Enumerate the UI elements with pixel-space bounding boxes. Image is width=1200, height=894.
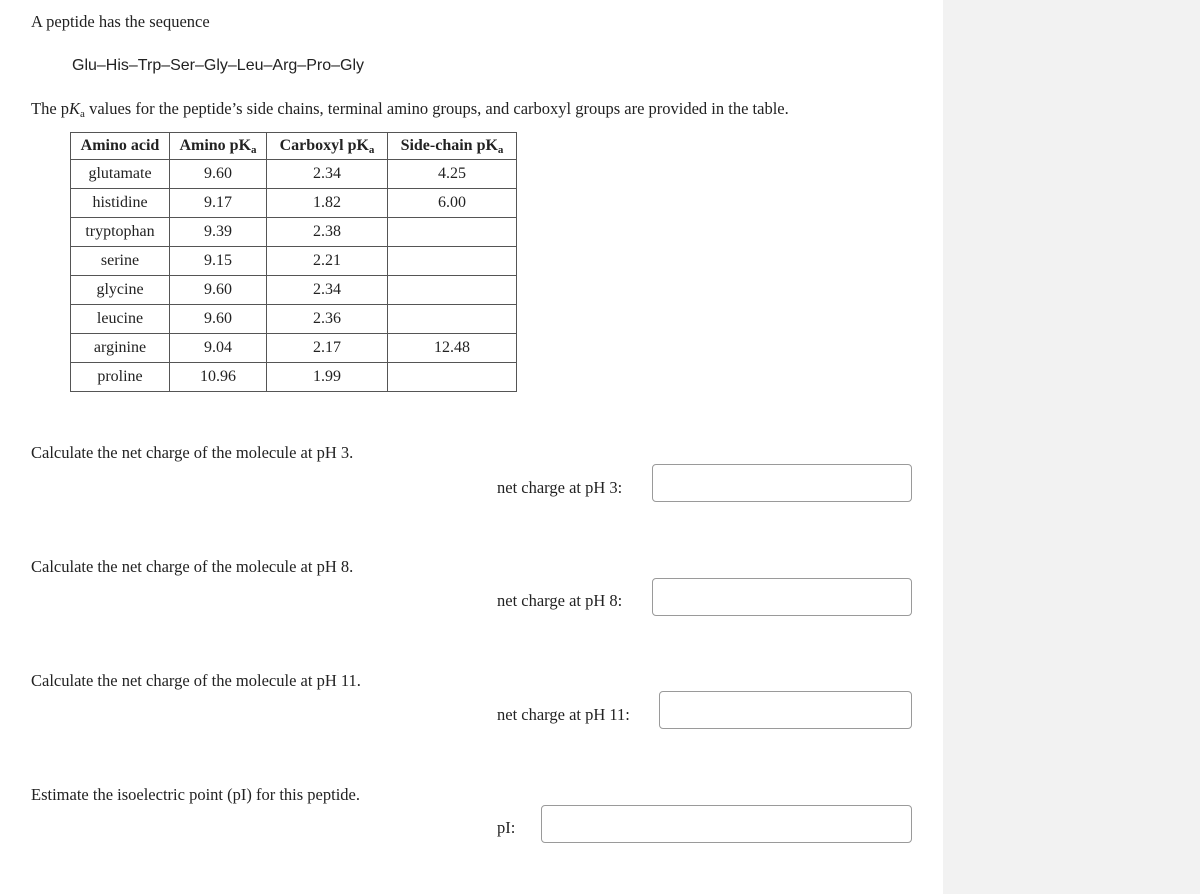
table-row: [71, 189, 517, 218]
header-amino-acid: Amino acid: [71, 133, 170, 160]
cell-carboxyl-pka: 2.21: [267, 247, 388, 276]
cell-sidechain-pka: [388, 247, 517, 276]
cell-amino-pka: 9.15: [170, 247, 267, 276]
header-sidechain-pka-sub: a: [497, 143, 504, 156]
table-header-row: [71, 133, 517, 160]
cell-amino-acid: leucine: [71, 305, 170, 334]
cell-amino-acid: histidine: [71, 189, 170, 218]
peptide-sequence: Glu–His–Trp–Ser–Gly–Leu–Arg–Pro–Gly: [72, 57, 364, 74]
header-carboxyl-pka-sub: a: [368, 143, 375, 156]
cell-amino-pka: 10.96: [170, 363, 267, 392]
cell-carboxyl-pka: 1.99: [267, 363, 388, 392]
cell-carboxyl-pka: 1.82: [267, 189, 388, 218]
cell-amino-pka: 9.04: [170, 334, 267, 363]
net-charge-ph11-input[interactable]: [659, 691, 912, 729]
cell-amino-acid: glutamate: [71, 160, 170, 189]
cell-sidechain-pka: [388, 305, 517, 334]
cell-sidechain-pka: [388, 218, 517, 247]
question-ph8-prompt: Calculate the net charge of the molecule at pH 8.: [31, 557, 354, 576]
question-ph3-prompt: Calculate the net charge of the molecule at pH 3.: [31, 443, 354, 462]
cell-carboxyl-pka: 2.36: [267, 305, 388, 334]
pka-k-symbol: K: [69, 99, 81, 118]
cell-amino-acid: tryptophan: [71, 218, 170, 247]
pka-a-subscript: a: [80, 108, 85, 120]
question-pi-prompt: Estimate the isoelectric point (pI) for this peptide.: [31, 785, 360, 804]
net-charge-ph8-label: net charge at pH 8:: [497, 591, 623, 610]
cell-sidechain-pka: 4.25: [388, 160, 517, 189]
cell-carboxyl-pka: 2.17: [267, 334, 388, 363]
cell-amino-acid: arginine: [71, 334, 170, 363]
cell-amino-acid: proline: [71, 363, 170, 392]
net-charge-ph8-input[interactable]: [652, 578, 912, 616]
table-row: [71, 305, 517, 334]
pi-input[interactable]: [541, 805, 912, 843]
question-ph11-prompt: Calculate the net charge of the molecule at pH 11.: [31, 671, 361, 690]
cell-amino-pka: 9.17: [170, 189, 267, 218]
table-row: [71, 276, 517, 305]
pka-table: [70, 132, 517, 392]
cell-amino-pka: 9.60: [170, 276, 267, 305]
table-row: [71, 160, 517, 189]
cell-carboxyl-pka: 2.34: [267, 160, 388, 189]
cell-carboxyl-pka: 2.38: [267, 218, 388, 247]
net-charge-ph3-input[interactable]: [652, 464, 912, 502]
table-row: [71, 218, 517, 247]
cell-sidechain-pka: 12.48: [388, 334, 517, 363]
cell-amino-pka: 9.39: [170, 218, 267, 247]
cell-amino-acid: serine: [71, 247, 170, 276]
header-amino-pka-sub: a: [251, 143, 257, 156]
pka-description: [31, 99, 789, 120]
cell-amino-pka: 9.60: [170, 160, 267, 189]
cell-amino-pka: 9.60: [170, 305, 267, 334]
header-sidechain-pka: [388, 133, 517, 160]
intro-text: A peptide has the sequence: [31, 12, 210, 31]
header-carboxyl-pka-label: Carboxyl pK: [279, 136, 369, 154]
header-sidechain-pka-label: Side-chain pK: [400, 136, 498, 154]
cell-sidechain-pka: 6.00: [388, 189, 517, 218]
table-row: [71, 334, 517, 363]
header-carboxyl-pka: [267, 133, 388, 160]
pi-label: pI:: [497, 818, 516, 837]
pka-description-start: The p: [31, 99, 70, 118]
cell-carboxyl-pka: 2.34: [267, 276, 388, 305]
pka-description-end: values for the peptide’s side chains, terminal amino groups, and carboxyl groups are provided in the table.: [84, 99, 789, 118]
header-amino-pka-label: Amino pK: [179, 136, 252, 154]
header-amino-pka: [170, 133, 267, 160]
cell-sidechain-pka: [388, 276, 517, 305]
table-row: [71, 363, 517, 392]
net-charge-ph11-label: net charge at pH 11:: [497, 705, 630, 724]
table-row: [71, 247, 517, 276]
cell-sidechain-pka: [388, 363, 517, 392]
net-charge-ph3-label: net charge at pH 3:: [497, 478, 623, 497]
cell-amino-acid: glycine: [71, 276, 170, 305]
